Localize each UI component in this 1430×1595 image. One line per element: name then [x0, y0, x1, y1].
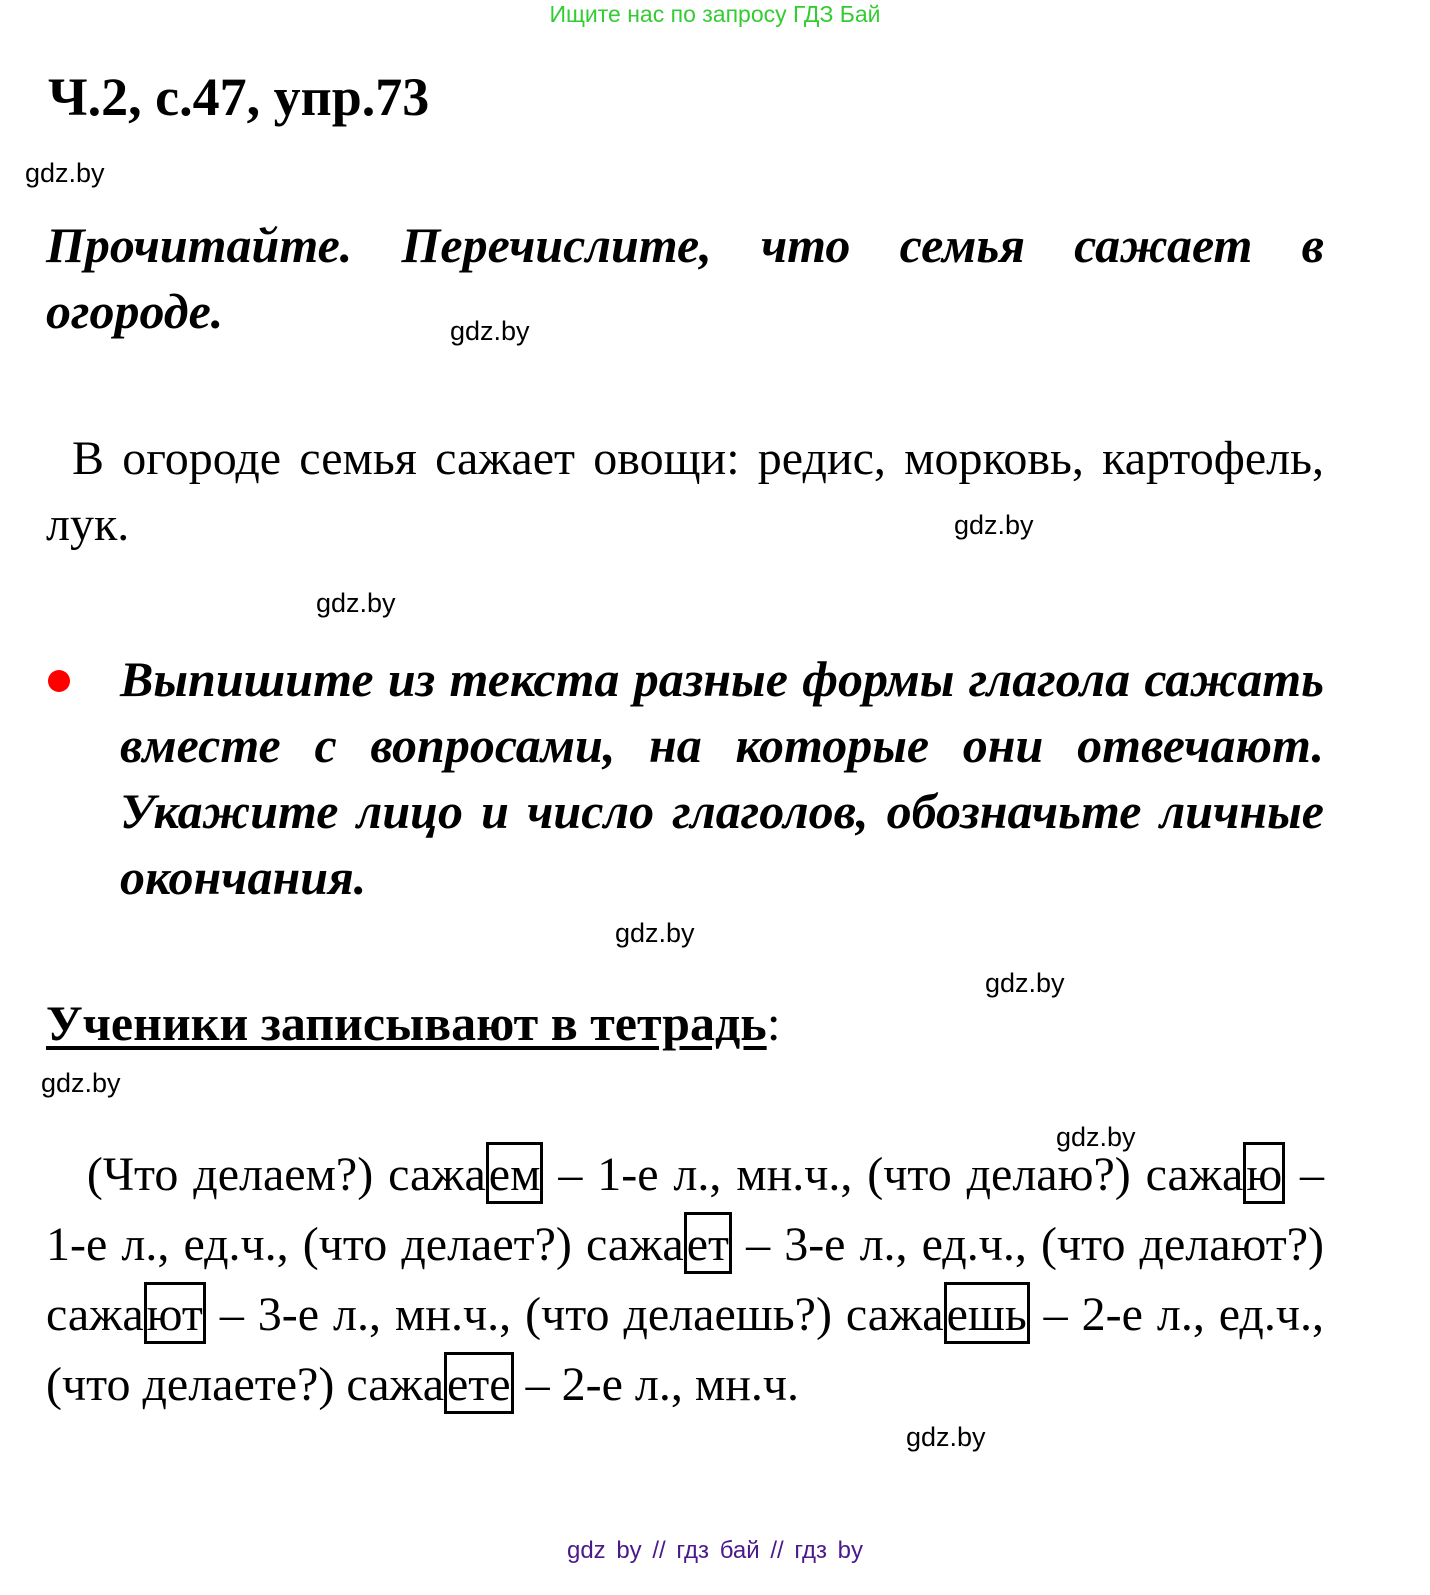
task-instruction-2: Выпишите из текста разные формы глагола сажать вместе с вопросами, на которые они отвечают. Укажите лицо и число глаголов, обозначьте личные окончания.: [120, 651, 1324, 905]
question: (что делают?): [1040, 1218, 1325, 1271]
question: (что делаете?): [46, 1358, 335, 1411]
person-number: – 1-е л., ед.ч.,: [46, 1148, 1325, 1271]
question: (что делаешь?): [525, 1288, 832, 1341]
verb-stem: сажа: [46, 1288, 144, 1341]
verb-ending: ю: [1243, 1142, 1285, 1204]
watermark: gdz.by: [615, 918, 695, 948]
question: (что делаю?): [867, 1148, 1131, 1201]
top-banner: Ищите нас по запросу ГДЗ Бай: [549, 1, 881, 27]
verb-stem: сажа: [346, 1358, 444, 1411]
verb-ending: ете: [444, 1352, 514, 1414]
verb-ending: ет: [684, 1212, 732, 1274]
verb-ending: ем: [486, 1142, 544, 1204]
watermark: gdz.by: [1056, 1122, 1136, 1152]
question: (Что делаем?): [86, 1148, 374, 1201]
answer-text-1: [46, 426, 1324, 558]
verb-stem: сажа: [586, 1218, 684, 1271]
watermark: gdz.by: [25, 158, 105, 188]
watermark: gdz.by: [985, 968, 1065, 998]
answer-sentence: В огороде семья сажает овощи: редис, морковь, картофель, лук.: [46, 432, 1324, 551]
verb-ending: ют: [144, 1282, 206, 1344]
person-number: – 2-е л., ед.ч.,: [1043, 1288, 1324, 1341]
verb-stem: сажа: [845, 1288, 944, 1341]
bullet-icon: [48, 670, 70, 692]
heading-colon: :: [766, 995, 781, 1051]
watermark: gdz.by: [41, 1068, 121, 1098]
person-number: – 3-е л., ед.ч.,: [746, 1218, 1027, 1271]
watermark: gdz.by: [316, 588, 396, 618]
watermark: gdz.by: [954, 510, 1034, 540]
verb-ending: ешь: [944, 1282, 1030, 1344]
task-instruction-1: Прочитайте. Перечислите, что семья сажает в огороде.: [46, 217, 1324, 339]
verb-stem: сажа: [1145, 1148, 1244, 1201]
person-number: – 2-е л., мн.ч.: [525, 1358, 800, 1411]
section-heading: [46, 992, 781, 1054]
watermark: gdz.by: [906, 1422, 986, 1452]
person-number: – 3-е л., мн.ч.,: [219, 1288, 512, 1341]
verb-stem: сажа: [388, 1148, 486, 1201]
person-number: – 1-е л., мн.ч.,: [558, 1148, 853, 1201]
notebook-answer: [46, 1140, 1324, 1420]
heading-text: Ученики записывают в тетрадь: [46, 995, 767, 1051]
page-title: Ч.2, с.47, упр.73: [48, 67, 430, 127]
footer-links: gdz by // гдз бай // гдз by: [566, 1537, 864, 1564]
question: (что делает?): [302, 1218, 572, 1271]
watermark: gdz.by: [450, 316, 530, 346]
